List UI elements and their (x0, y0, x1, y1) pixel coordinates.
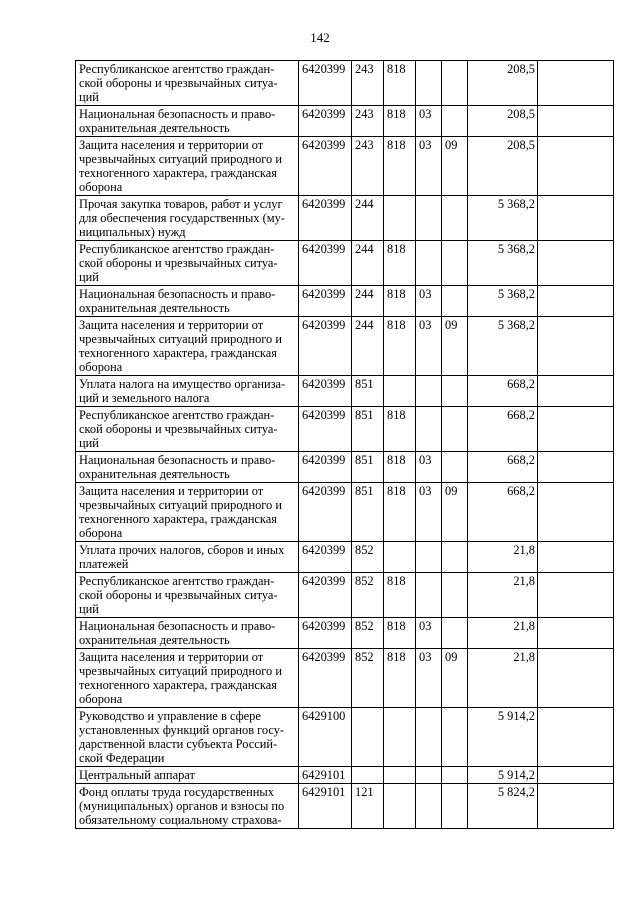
table-row (76, 376, 614, 407)
cell-target-article: 6420399 (299, 241, 352, 286)
cell-subsection (442, 573, 468, 618)
cell-section (416, 241, 442, 286)
cell-empty (538, 286, 614, 317)
cell-section: 03 (416, 317, 442, 376)
cell-amount: 668,2 (468, 483, 538, 542)
cell-amount: 5 368,2 (468, 196, 538, 241)
cell-name: Защита населения и территории от чрезвычайных ситуаций природного и техногенного характера, гражданская оборона (76, 137, 299, 196)
cell-subsection (442, 618, 468, 649)
cell-empty (538, 106, 614, 137)
cell-amount: 668,2 (468, 376, 538, 407)
cell-amount: 5 914,2 (468, 708, 538, 767)
cell-expense-type: 852 (352, 618, 384, 649)
cell-administrator: 818 (384, 407, 416, 452)
cell-section (416, 784, 442, 829)
cell-subsection (442, 452, 468, 483)
cell-amount: 208,5 (468, 106, 538, 137)
cell-target-article: 6420399 (299, 61, 352, 106)
cell-empty (538, 618, 614, 649)
cell-section (416, 407, 442, 452)
cell-target-article: 6420399 (299, 106, 352, 137)
cell-amount: 5 368,2 (468, 241, 538, 286)
cell-empty (538, 483, 614, 542)
cell-administrator: 818 (384, 483, 416, 542)
cell-target-article: 6420399 (299, 649, 352, 708)
cell-name: Уплата налога на имущество организа-ций и земельного налога (76, 376, 299, 407)
cell-target-article: 6420399 (299, 618, 352, 649)
cell-section: 03 (416, 618, 442, 649)
cell-expense-type (352, 767, 384, 784)
budget-table (75, 60, 614, 829)
cell-section (416, 376, 442, 407)
cell-empty (538, 407, 614, 452)
cell-name: Защита населения и территории от чрезвычайных ситуаций природного и техногенного характера, гражданская оборона (76, 317, 299, 376)
cell-expense-type: 852 (352, 542, 384, 573)
cell-subsection (442, 542, 468, 573)
cell-amount: 208,5 (468, 137, 538, 196)
cell-administrator: 818 (384, 317, 416, 376)
table-row (76, 317, 614, 376)
cell-amount: 668,2 (468, 407, 538, 452)
cell-subsection: 09 (442, 317, 468, 376)
cell-empty (538, 61, 614, 106)
cell-expense-type: 244 (352, 317, 384, 376)
cell-administrator (384, 542, 416, 573)
table-row (76, 618, 614, 649)
table-row (76, 241, 614, 286)
cell-empty (538, 196, 614, 241)
cell-expense-type: 243 (352, 61, 384, 106)
cell-administrator: 818 (384, 573, 416, 618)
cell-empty (538, 649, 614, 708)
cell-expense-type: 121 (352, 784, 384, 829)
cell-target-article: 6420399 (299, 196, 352, 241)
cell-subsection: 09 (442, 483, 468, 542)
cell-empty (538, 542, 614, 573)
cell-amount: 21,8 (468, 542, 538, 573)
cell-target-article: 6429101 (299, 767, 352, 784)
cell-subsection (442, 376, 468, 407)
cell-name: Республиканское агентство граждан-ской обороны и чрезвычайных ситуа-ций (76, 407, 299, 452)
table-row (76, 649, 614, 708)
cell-subsection (442, 61, 468, 106)
cell-subsection (442, 196, 468, 241)
cell-amount: 21,8 (468, 573, 538, 618)
cell-section (416, 767, 442, 784)
cell-expense-type: 244 (352, 196, 384, 241)
cell-administrator: 818 (384, 649, 416, 708)
cell-administrator (384, 767, 416, 784)
cell-target-article: 6420399 (299, 407, 352, 452)
cell-target-article: 6429100 (299, 708, 352, 767)
cell-administrator (384, 196, 416, 241)
cell-amount: 208,5 (468, 61, 538, 106)
table-row (76, 708, 614, 767)
cell-amount: 21,8 (468, 618, 538, 649)
cell-administrator (384, 708, 416, 767)
cell-name: Центральный аппарат (76, 767, 299, 784)
budget-table-body (76, 61, 614, 829)
cell-target-article: 6429101 (299, 784, 352, 829)
cell-name: Национальная безопасность и право-охранительная деятельность (76, 452, 299, 483)
cell-name: Прочая закупка товаров, работ и услуг для обеспечения государственных (му-ниципальных) нужд (76, 196, 299, 241)
cell-section: 03 (416, 452, 442, 483)
cell-expense-type: 244 (352, 241, 384, 286)
cell-name: Национальная безопасность и право-охранительная деятельность (76, 286, 299, 317)
table-row (76, 767, 614, 784)
cell-section (416, 542, 442, 573)
cell-target-article: 6420399 (299, 452, 352, 483)
cell-amount: 21,8 (468, 649, 538, 708)
cell-amount: 668,2 (468, 452, 538, 483)
cell-name: Фонд оплаты труда государственных (муниципальных) органов и взносы по обязательному социальному страхова- (76, 784, 299, 829)
page-number: 142 (310, 30, 330, 45)
cell-subsection: 09 (442, 137, 468, 196)
cell-section (416, 196, 442, 241)
table-row (76, 106, 614, 137)
cell-subsection (442, 708, 468, 767)
cell-section (416, 61, 442, 106)
table-row (76, 286, 614, 317)
cell-administrator: 818 (384, 61, 416, 106)
cell-expense-type: 244 (352, 286, 384, 317)
cell-empty (538, 784, 614, 829)
cell-administrator: 818 (384, 241, 416, 286)
cell-section (416, 573, 442, 618)
cell-expense-type: 851 (352, 407, 384, 452)
cell-expense-type: 852 (352, 573, 384, 618)
cell-administrator: 818 (384, 286, 416, 317)
table-row (76, 452, 614, 483)
cell-administrator (384, 784, 416, 829)
cell-empty (538, 137, 614, 196)
cell-amount: 5 824,2 (468, 784, 538, 829)
cell-amount: 5 914,2 (468, 767, 538, 784)
cell-administrator: 818 (384, 618, 416, 649)
cell-section: 03 (416, 106, 442, 137)
cell-section: 03 (416, 286, 442, 317)
cell-subsection: 09 (442, 649, 468, 708)
cell-subsection (442, 784, 468, 829)
cell-section: 03 (416, 483, 442, 542)
cell-name: Уплата прочих налогов, сборов и иных платежей (76, 542, 299, 573)
table-row (76, 573, 614, 618)
cell-empty (538, 767, 614, 784)
cell-expense-type: 851 (352, 452, 384, 483)
table-row (76, 137, 614, 196)
cell-expense-type (352, 708, 384, 767)
cell-empty (538, 573, 614, 618)
cell-target-article: 6420399 (299, 483, 352, 542)
cell-expense-type: 851 (352, 483, 384, 542)
cell-name: Руководство и управление в сфере установленных функций органов госу-дарственной власти субъекта Россий-ской Федерации (76, 708, 299, 767)
table-row (76, 483, 614, 542)
table-row (76, 61, 614, 106)
cell-subsection (442, 767, 468, 784)
cell-section (416, 708, 442, 767)
cell-target-article: 6420399 (299, 573, 352, 618)
cell-subsection (442, 106, 468, 137)
cell-administrator: 818 (384, 137, 416, 196)
cell-administrator: 818 (384, 106, 416, 137)
cell-name: Защита населения и территории от чрезвычайных ситуаций природного и техногенного характера, гражданская оборона (76, 649, 299, 708)
cell-administrator: 818 (384, 452, 416, 483)
cell-name: Национальная безопасность и право-охранительная деятельность (76, 618, 299, 649)
cell-name: Республиканское агентство граждан-ской обороны и чрезвычайных ситуа-ций (76, 241, 299, 286)
cell-empty (538, 241, 614, 286)
cell-target-article: 6420399 (299, 376, 352, 407)
cell-target-article: 6420399 (299, 286, 352, 317)
cell-name: Республиканское агентство граждан-ской обороны и чрезвычайных ситуа-ций (76, 573, 299, 618)
cell-section: 03 (416, 137, 442, 196)
cell-section: 03 (416, 649, 442, 708)
cell-amount: 5 368,2 (468, 317, 538, 376)
cell-name: Защита населения и территории от чрезвычайных ситуаций природного и техногенного характера, гражданская оборона (76, 483, 299, 542)
table-row (76, 196, 614, 241)
cell-target-article: 6420399 (299, 542, 352, 573)
cell-target-article: 6420399 (299, 137, 352, 196)
table-row (76, 784, 614, 829)
cell-expense-type: 243 (352, 137, 384, 196)
cell-name: Республиканское агентство граждан-ской обороны и чрезвычайных ситуа-ций (76, 61, 299, 106)
cell-subsection (442, 286, 468, 317)
cell-name: Национальная безопасность и право-охранительная деятельность (76, 106, 299, 137)
cell-empty (538, 708, 614, 767)
cell-empty (538, 452, 614, 483)
table-row (76, 407, 614, 452)
cell-expense-type: 851 (352, 376, 384, 407)
cell-expense-type: 852 (352, 649, 384, 708)
cell-empty (538, 317, 614, 376)
cell-target-article: 6420399 (299, 317, 352, 376)
cell-empty (538, 376, 614, 407)
cell-subsection (442, 407, 468, 452)
cell-administrator (384, 376, 416, 407)
cell-amount: 5 368,2 (468, 286, 538, 317)
cell-subsection (442, 241, 468, 286)
table-row (76, 542, 614, 573)
cell-expense-type: 243 (352, 106, 384, 137)
